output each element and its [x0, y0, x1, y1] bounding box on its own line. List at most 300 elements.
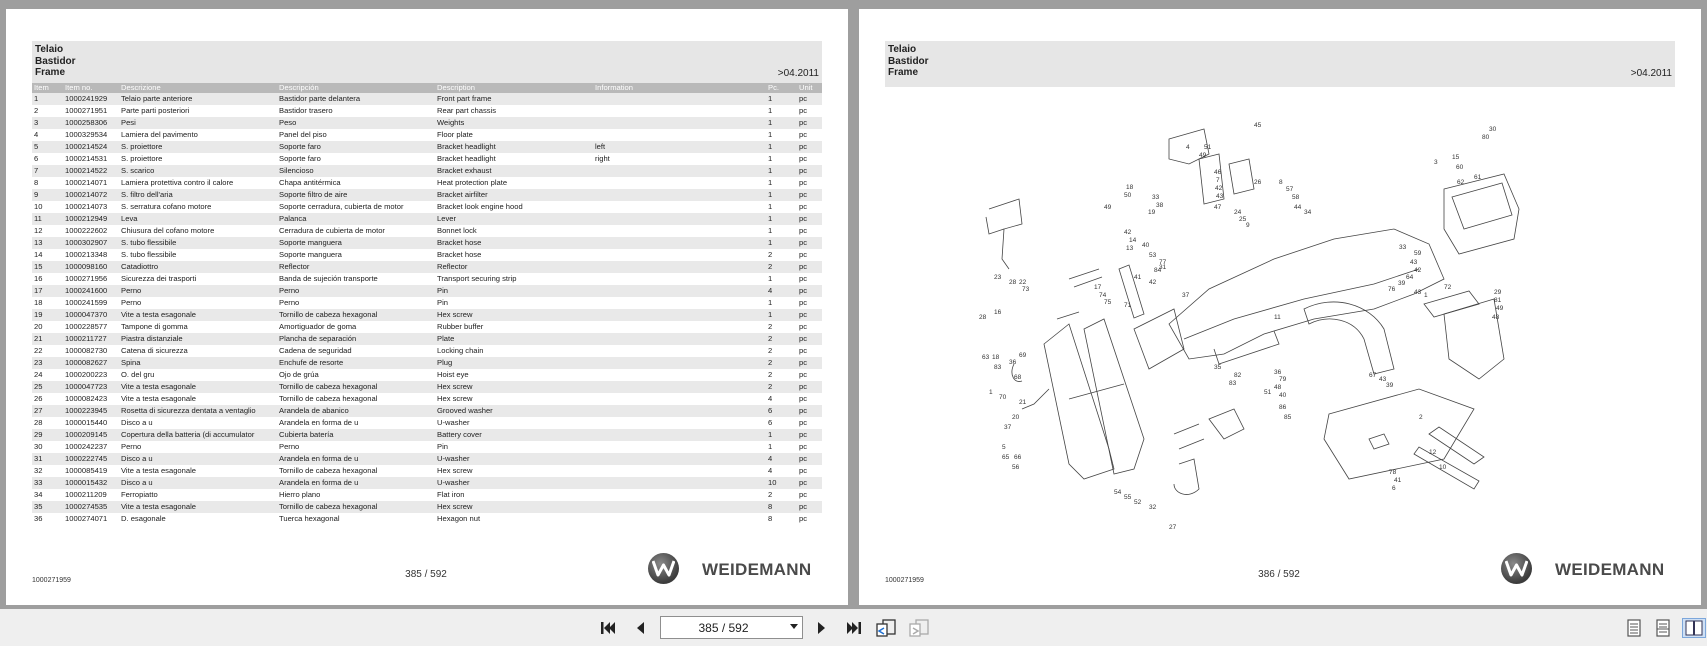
table-cell: pc [799, 106, 808, 115]
callout-number: 19 [1148, 209, 1156, 216]
callout-number: 69 [1019, 352, 1027, 359]
table-cell [593, 477, 766, 489]
callout-number: 57 [1286, 186, 1294, 193]
callout-number: 76 [1388, 286, 1396, 293]
table-cell [593, 129, 766, 141]
callout-number: 14 [1129, 237, 1137, 244]
table-cell [593, 285, 766, 297]
table-cell: Bracket headlight [437, 154, 496, 163]
table-cell: pc [799, 490, 808, 499]
callout-number: 62 [1457, 179, 1465, 186]
table-cell: Front part frame [435, 93, 593, 105]
callout-number: 2 [1419, 414, 1423, 421]
table-cell: Soporte faro [277, 141, 435, 153]
table-cell: Ferropiatto [121, 490, 158, 499]
table-cell: pc [797, 237, 822, 249]
table-cell: S. scarico [119, 165, 277, 177]
callout-number: 75 [1104, 299, 1112, 306]
table-cell: Soporte cerradura, cubierta de motor [279, 202, 404, 211]
table-cell: Silencioso [277, 165, 435, 177]
callout-number: 61 [1474, 174, 1482, 181]
table-row [32, 513, 822, 525]
previous-page-button[interactable] [629, 618, 651, 638]
table-cell: 1 [768, 106, 773, 115]
table-cell: 21 [32, 333, 63, 345]
callout-number: 84 [1154, 267, 1162, 274]
table-cell: pc [799, 322, 808, 331]
table-cell: 36 [34, 514, 43, 523]
callout-number: 44 [1294, 204, 1302, 211]
table-cell: Bracket look engine hood [437, 202, 523, 211]
table-cell: 1 [32, 93, 63, 105]
callout-number: 65 [1002, 454, 1010, 461]
callout-number: 59 [1414, 250, 1422, 257]
callout-number: 37 [1004, 424, 1012, 431]
table-cell: 1000211209 [65, 490, 107, 499]
table-cell: 1000214071 [65, 178, 108, 187]
table-cell: Lamiera del pavimento [121, 130, 198, 139]
table-cell: 1000222745 [63, 453, 119, 465]
first-page-icon [599, 620, 617, 636]
table-row [32, 381, 822, 393]
table-cell: Bracket hose [437, 250, 482, 259]
table-cell: Rubber buffer [437, 322, 484, 331]
table-row [32, 477, 822, 489]
last-page-icon [845, 620, 863, 636]
table-cell: pc [799, 418, 808, 427]
table-cell: Rosetta di sicurezza dentata a ventaglio [119, 405, 277, 417]
table-cell: 3 [32, 117, 63, 129]
table-cell [593, 429, 766, 441]
table-cell: Hex screw [435, 309, 593, 321]
table-cell: 35 [32, 501, 63, 513]
table-cell: Catena di sicurezza [121, 346, 188, 355]
callout-number: 34 [1304, 209, 1312, 216]
callout-number: 9 [1246, 222, 1250, 229]
table-cell: Sicurezza dei trasporti [121, 274, 197, 283]
table-cell: 24 [34, 370, 43, 379]
table-cell: Perno [279, 298, 300, 307]
callout-number: 68 [1014, 374, 1022, 381]
callout-number: 49 [1496, 305, 1504, 312]
table-cell: Ojo de grúa [279, 370, 319, 379]
table-cell: pc [797, 333, 822, 345]
table-cell: pc [797, 189, 822, 201]
table-cell: 20 [34, 322, 43, 331]
table-cell: 1000274535 [63, 501, 119, 513]
table-cell: Vite a testa esagonale [121, 394, 197, 403]
table-cell: pc [797, 309, 822, 321]
table-cell: 1000241599 [65, 298, 108, 307]
table-cell: 5 [32, 141, 63, 153]
table-cell: Spina [119, 357, 277, 369]
callout-number: 29 [1494, 289, 1502, 296]
table-cell: pc [799, 154, 808, 163]
table-cell: Bastidor trasero [279, 106, 333, 115]
table-cell: pc [799, 202, 808, 211]
next-page-button[interactable] [811, 618, 833, 638]
table-cell: 1000082730 [65, 346, 108, 355]
table-cell: Tornillo de cabeza hexagonal [277, 501, 435, 513]
table-cell: Tuerca hexagonal [279, 514, 340, 523]
table-cell: Piastra distanziale [119, 333, 277, 345]
table-cell [593, 117, 766, 129]
table-cell: pc [799, 442, 808, 451]
brand-name: WEIDEMANN [1555, 560, 1665, 579]
table-cell [593, 309, 766, 321]
table-cell: 11 [32, 213, 63, 225]
callout-number: 40 [1279, 392, 1287, 399]
forward-view-button[interactable] [908, 618, 930, 638]
callout-number: 20 [1012, 414, 1020, 421]
table-cell: Hex screw [437, 466, 473, 475]
table-cell: pc [799, 130, 808, 139]
table-cell: 1000214073 [65, 202, 108, 211]
title-spanish: Bastidor [888, 55, 929, 67]
table-row [32, 417, 822, 429]
table-cell: 1000274071 [65, 514, 108, 523]
title-italian: Telaio [35, 44, 64, 55]
table-cell: Vite a testa esagonale [119, 381, 277, 393]
logo-w-icon [1501, 553, 1532, 584]
table-cell: 7 [32, 165, 63, 177]
table-cell: 1000015440 [65, 418, 108, 427]
table-cell: Perno [121, 298, 142, 307]
table-cell: 1000082627 [63, 357, 119, 369]
callout-number: 6 [1392, 485, 1396, 492]
table-cell: pc [797, 285, 822, 297]
column-header: Information [593, 83, 766, 93]
table-cell [593, 441, 766, 453]
callout-number: 60 [1456, 164, 1464, 171]
table-cell: 2 [34, 106, 39, 115]
table-cell: Soporte faro [279, 154, 321, 163]
table-cell: Amortiguador de goma [279, 322, 357, 331]
table-cell: Banda de sujeción transporte [279, 274, 378, 283]
table-cell: Copertura della batteria (di accumulator [119, 429, 277, 441]
table-cell: 1 [768, 442, 773, 451]
callout-number: 21 [1019, 399, 1027, 406]
table-cell: 1000222602 [65, 226, 108, 235]
table-cell: Weights [435, 117, 593, 129]
table-cell: Hoist eye [437, 370, 469, 379]
table-cell: 1 [766, 165, 797, 177]
back-view-icon [875, 618, 897, 638]
table-cell: 1 [768, 178, 773, 187]
callout-number: 47 [1214, 204, 1222, 211]
back-view-button[interactable] [875, 618, 897, 638]
table-cell: Plug [435, 357, 593, 369]
table-cell: Enchufe de resorte [277, 357, 435, 369]
table-cell: 1000214522 [63, 165, 119, 177]
page-dropdown-chevron-icon[interactable] [790, 624, 798, 629]
table-cell: 1000098160 [63, 261, 119, 273]
two-page-view-button[interactable] [1682, 618, 1706, 638]
callout-number: 51 [1204, 144, 1212, 151]
callout-number: 39 [1386, 382, 1394, 389]
callout-number: 18 [1126, 184, 1134, 191]
table-cell: Perno [279, 442, 300, 451]
table-cell: 6 [766, 405, 797, 417]
table-cell: 2 [766, 381, 797, 393]
page-number: 385 / 592 [405, 569, 447, 580]
table-cell: pc [799, 466, 808, 475]
table-cell: 8 [766, 501, 797, 513]
table-cell: 1 [766, 93, 797, 105]
table-cell: Bracket airfilter [435, 189, 593, 201]
table-cell: Locking chain [437, 346, 484, 355]
table-cell: Cubierta batería [277, 429, 435, 441]
table-row [32, 369, 822, 381]
table-cell [593, 453, 766, 465]
section-header [885, 41, 1675, 87]
callout-number: 7 [1216, 177, 1220, 184]
callout-number: 49 [1199, 152, 1207, 159]
callout-number: 56 [1012, 464, 1020, 471]
callout-number: 49 [1104, 204, 1112, 211]
table-row [32, 345, 822, 357]
table-cell: Disco a u [121, 418, 153, 427]
table-cell: pc [797, 213, 822, 225]
table-cell [593, 465, 766, 477]
callout-number: 17 [1094, 284, 1102, 291]
table-cell: pc [797, 429, 822, 441]
table-cell: 30 [34, 442, 43, 451]
callout-number: 50 [1124, 192, 1132, 199]
continuous-view-button[interactable] [1652, 618, 1674, 638]
table-cell: left [593, 141, 766, 153]
callout-number: 73 [1022, 286, 1030, 293]
table-cell: Reflector [277, 261, 435, 273]
table-cell [593, 321, 766, 333]
table-row [32, 141, 822, 153]
table-row [32, 441, 822, 453]
table-cell: Plate [435, 333, 593, 345]
table-cell [593, 393, 766, 405]
callout-number: 78 [1389, 469, 1397, 476]
table-cell: U-washer [435, 453, 593, 465]
callout-number: 27 [1169, 524, 1177, 531]
table-cell: 1000085419 [65, 466, 108, 475]
table-cell: 1000223945 [63, 405, 119, 417]
table-row [32, 249, 822, 261]
callout-number: 67 [1369, 372, 1377, 379]
table-cell: 1 [766, 117, 797, 129]
title-english: Frame [888, 67, 919, 78]
table-cell: S. tubo flessibile [121, 250, 177, 259]
table-cell: 19 [32, 309, 63, 321]
table-cell: Disco a u [119, 453, 277, 465]
table-cell: Pin [435, 285, 593, 297]
table-cell: 1000211727 [63, 333, 119, 345]
callout-number: 37 [1182, 292, 1190, 299]
brand-name: WEIDEMANN [702, 560, 812, 579]
table-cell: 1000214072 [63, 189, 119, 201]
table-cell: Battery cover [435, 429, 593, 441]
callout-number: 82 [1234, 372, 1242, 379]
table-cell: 1000047723 [63, 381, 119, 393]
table-cell: pc [799, 346, 808, 355]
callout-number: 5 [1002, 444, 1006, 451]
table-cell: 15 [32, 261, 63, 273]
table-cell: pc [799, 514, 808, 523]
table-cell: Soporte manguera [279, 250, 342, 259]
table-cell: Peso [277, 117, 435, 129]
callout-number: 43 [1379, 376, 1387, 383]
table-cell: 2 [766, 357, 797, 369]
table-cell [593, 297, 766, 309]
table-cell: 26 [34, 394, 43, 403]
table-row [32, 129, 822, 141]
table-row [32, 177, 822, 189]
single-page-icon [1626, 619, 1642, 637]
table-cell: Pesi [119, 117, 277, 129]
logo-w-icon [648, 553, 679, 584]
table-cell: Lever [435, 213, 593, 225]
table-header-row [32, 83, 822, 93]
table-row [32, 489, 822, 501]
table-cell: pc [797, 477, 822, 489]
table-row [32, 405, 822, 417]
callout-number: 1 [989, 389, 993, 396]
callout-number: 42 [1414, 267, 1422, 274]
table-row [32, 273, 822, 285]
last-page-button[interactable] [843, 618, 865, 638]
first-page-button[interactable] [597, 618, 619, 638]
table-cell: 2 [766, 333, 797, 345]
table-cell: U-washer [435, 477, 593, 489]
table-cell: Bonnet lock [437, 226, 477, 235]
table-cell: pc [799, 370, 808, 379]
table-cell: Flat iron [437, 490, 465, 499]
weidemann-logo [646, 552, 830, 588]
table-cell: Bracket hose [435, 237, 593, 249]
callout-number: 48 [1274, 384, 1282, 391]
callout-number: 43 [1216, 193, 1224, 200]
table-cell [593, 357, 766, 369]
table-cell: 18 [34, 298, 43, 307]
table-cell: 4 [768, 466, 773, 475]
validity-date: >04.2011 [777, 68, 819, 79]
callout-number: 11 [1274, 314, 1281, 321]
table-cell: 1000241929 [63, 93, 119, 105]
table-cell: 1 [766, 309, 797, 321]
table-cell: 4 [766, 285, 797, 297]
table-row [32, 201, 822, 213]
single-page-view-button[interactable] [1623, 618, 1645, 638]
callout-number: 33 [1399, 244, 1407, 251]
table-cell: Cadena de seguridad [279, 346, 352, 355]
callout-number: 36 [1274, 369, 1282, 376]
page-number-input[interactable] [660, 616, 803, 639]
table-cell: Disco a u [119, 477, 277, 489]
table-cell: 8 [768, 514, 773, 523]
table-cell: Heat protection plate [437, 178, 508, 187]
table-cell: 6 [34, 154, 39, 163]
table-cell: Chiusura del cofano motore [121, 226, 215, 235]
table-cell: pc [797, 405, 822, 417]
table-cell: 1 [768, 298, 773, 307]
table-cell: 10 [34, 202, 43, 211]
table-cell: S. proiettore [121, 154, 163, 163]
table-cell: Parte parti posteriori [121, 106, 190, 115]
table-cell [593, 225, 766, 237]
table-cell: Hex screw [435, 501, 593, 513]
table-cell: Lamiera protettiva contro il calore [121, 178, 234, 187]
table-cell: 6 [768, 418, 773, 427]
table-cell: 1 [768, 202, 773, 211]
document-number: 1000271959 [32, 577, 71, 584]
table-cell: Vite a testa esagonale [119, 309, 277, 321]
table-cell: 1000214531 [65, 154, 108, 163]
table-cell: 1000214524 [63, 141, 119, 153]
table-cell: 4 [768, 394, 773, 403]
table-cell: 2 [768, 250, 773, 259]
table-cell: Leva [119, 213, 277, 225]
callout-number: 80 [1482, 134, 1490, 141]
table-cell: 4 [34, 130, 39, 139]
callout-number: 32 [1149, 504, 1157, 511]
table-cell: pc [797, 165, 822, 177]
callout-number: 18 [992, 354, 1000, 361]
table-cell: 1 [768, 226, 773, 235]
table-cell: pc [797, 501, 822, 513]
column-header: Descrizione [119, 83, 277, 93]
table-cell: 1 [766, 429, 797, 441]
table-cell: pc [799, 226, 808, 235]
callout-number: 55 [1124, 494, 1132, 501]
table-cell [593, 381, 766, 393]
table-cell [593, 249, 766, 261]
table-cell: pc [799, 298, 808, 307]
callout-number: 46 [1214, 169, 1222, 176]
table-cell: pc [797, 381, 822, 393]
callout-number: 35 [1214, 364, 1222, 371]
table-row [32, 225, 822, 237]
table-row [32, 453, 822, 465]
column-header: Descripción [277, 83, 435, 93]
table-row [32, 357, 822, 369]
table-cell: S. filtro dell'aria [119, 189, 277, 201]
table-cell: 10 [766, 477, 797, 489]
table-cell: Telaio parte anteriore [119, 93, 277, 105]
table-cell: 1 [766, 189, 797, 201]
table-cell: S. serratura cofano motore [121, 202, 212, 211]
column-header: Unit [797, 83, 822, 93]
table-cell: 13 [32, 237, 63, 249]
table-cell: 1000258306 [63, 117, 119, 129]
table-cell [593, 93, 766, 105]
callout-number: 74 [1099, 292, 1107, 299]
table-cell: Cerradura de cubierta de motor [279, 226, 385, 235]
table-cell: pc [797, 357, 822, 369]
table-cell: Arandela en forma de u [277, 453, 435, 465]
table-cell: Vite a testa esagonale [119, 501, 277, 513]
table-row [32, 309, 822, 321]
table-cell [593, 513, 766, 525]
callout-number: 58 [1292, 194, 1300, 201]
callout-number: 16 [994, 309, 1002, 316]
callout-number: 38 [1156, 202, 1164, 209]
callout-number: 22 [1019, 279, 1027, 286]
table-cell: Rear part chassis [437, 106, 497, 115]
table-cell: 1000242237 [65, 442, 108, 451]
table-cell: 33 [32, 477, 63, 489]
callout-number: 8 [1279, 179, 1283, 186]
document-page-right [859, 9, 1701, 605]
table-cell: Bastidor parte delantera [277, 93, 435, 105]
validity-date: >04.2011 [1630, 68, 1672, 79]
